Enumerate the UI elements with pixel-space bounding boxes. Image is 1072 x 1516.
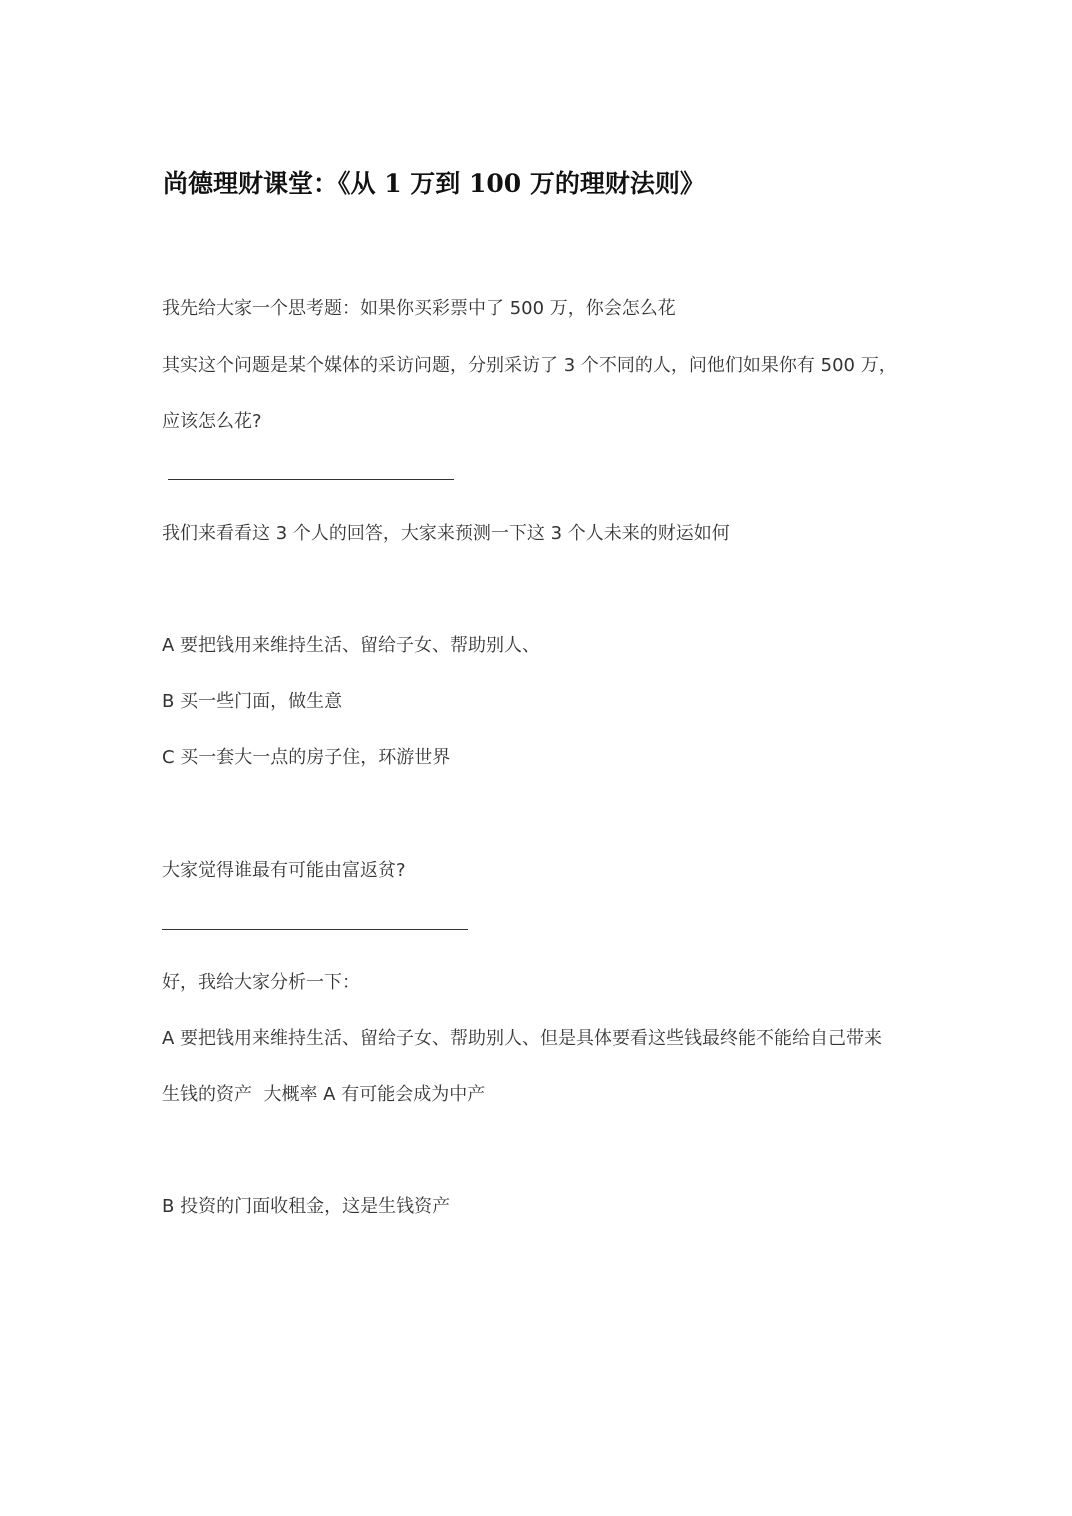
answer-a: A 要把钱用来维持生活、留给子女、帮助别人、 [162, 635, 541, 656]
answer-b: B 买一些门面，做生意 [162, 691, 343, 712]
analysis-a-cont: 生钱的资产 大概率 A 有可能会成为中产 [162, 1084, 486, 1105]
paragraph-interview-cont: 应该怎么花? [162, 411, 262, 432]
paragraph-question: 我先给大家一个思考题：如果你买彩票中了 500 万，你会怎么花 [162, 298, 676, 319]
analysis-a: A 要把钱用来维持生活、留给子女、帮助别人、但是具体要看这些钱最终能不能给自己带来 [162, 1028, 883, 1049]
analysis-b: B 投资的门面收租金，这是生钱资产 [162, 1196, 451, 1217]
paragraph-predict: 我们来看看这 3 个人的回答，大家来预测一下这 3 个人未来的财运如何 [162, 523, 730, 544]
answer-blank-line-1 [168, 479, 454, 480]
answer-c: C 买一套大一点的房子住，环游世界 [162, 747, 451, 768]
paragraph-who-poor: 大家觉得谁最有可能由富返贫? [162, 860, 406, 881]
document-title: 尚德理财课堂：《从 1 万到 100 万的理财法则》 [163, 169, 705, 198]
answer-blank-line-2 [162, 929, 468, 930]
paragraph-analysis-intro: 好，我给大家分析一下： [162, 972, 360, 993]
paragraph-interview: 其实这个问题是某个媒体的采访问题，分别采访了 3 个不同的人，问他们如果你有 500 万， [162, 355, 897, 376]
